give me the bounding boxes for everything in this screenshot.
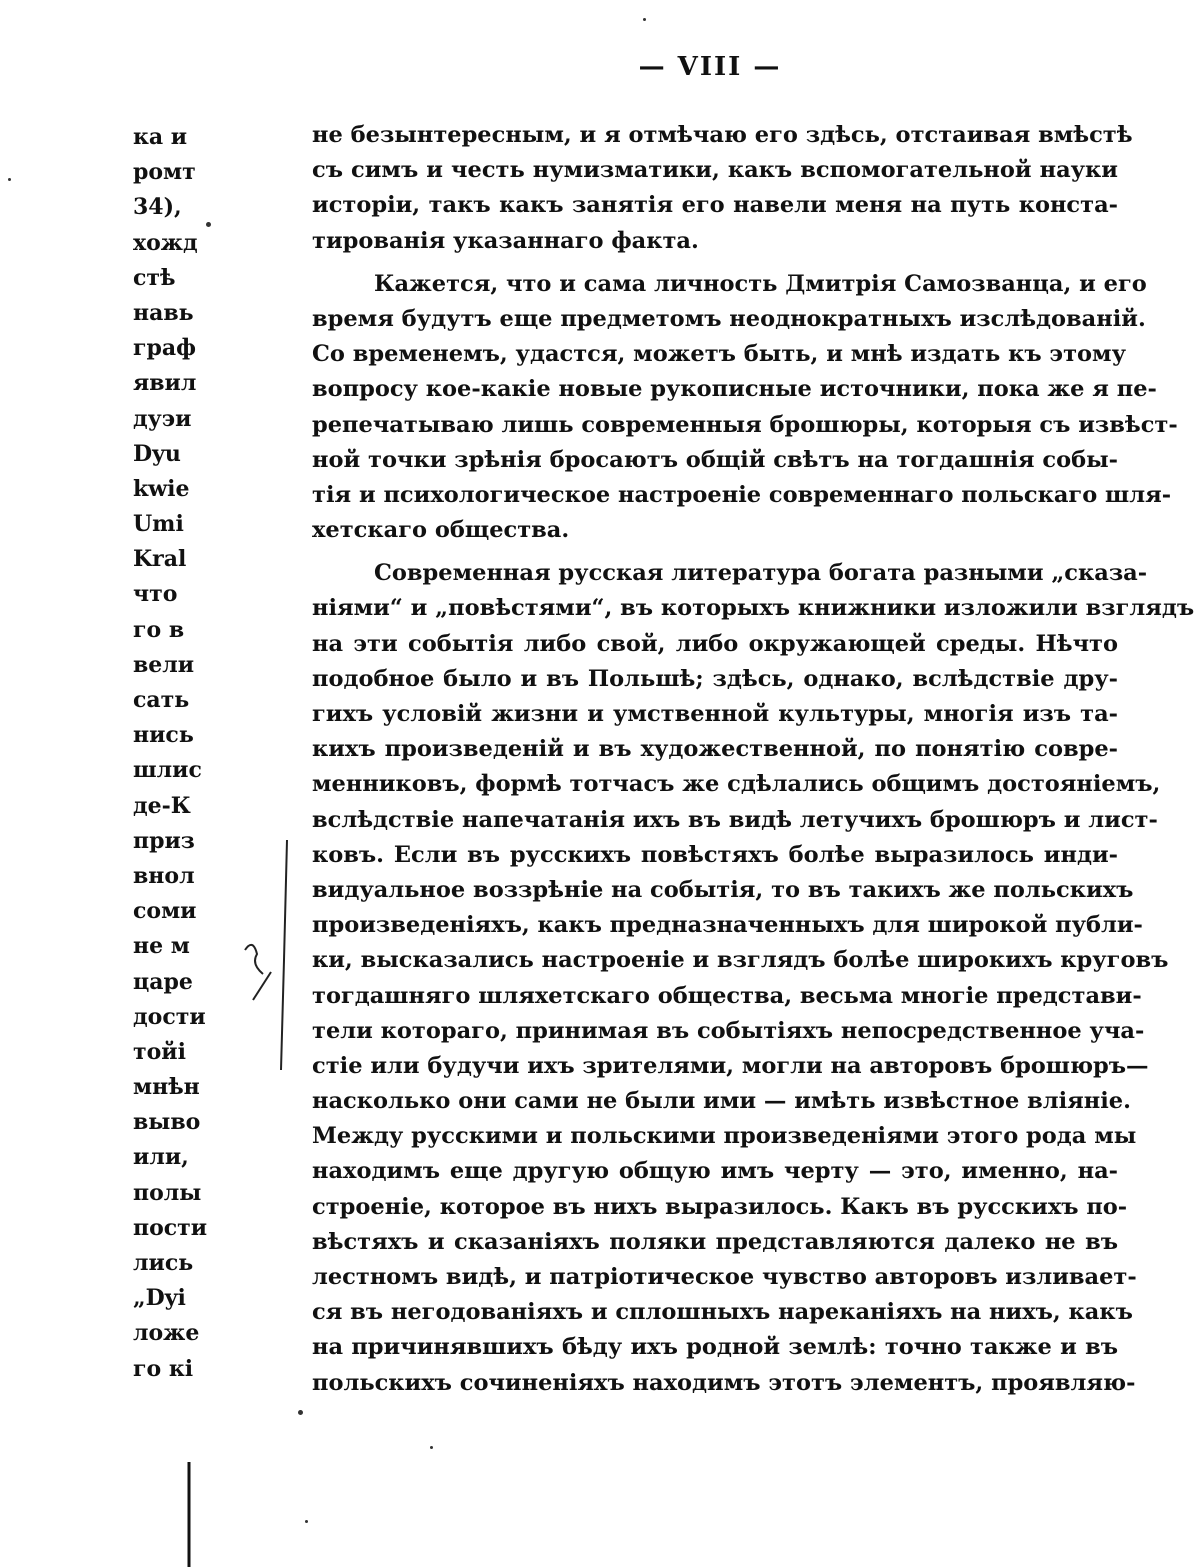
text-line: польскихъ сочиненіяхъ находимъ этотъ элементъ, проявляю- [312, 1369, 1136, 1396]
text-line: подобное было и въ Польшѣ; здѣсь, однако, вслѣдствіе дру- [312, 665, 1118, 692]
left-column-fragment: дости [133, 1003, 206, 1030]
text-line: время будутъ еще предметомъ неоднократныхъ изслѣдованій. [312, 305, 1146, 332]
ink-speck [298, 1410, 303, 1415]
left-column-fragment: навь [133, 299, 194, 326]
page-number: — VIII — [638, 52, 782, 82]
left-column-fragment: царе [133, 968, 193, 995]
left-column-fragment: выво [133, 1109, 201, 1136]
left-column-fragment: явил [133, 370, 197, 397]
text-line: не безынтересным, и я отмѣчаю его здѣсь, отстаивая вмѣстѣ [312, 122, 1133, 148]
left-column-fragment: Umi [133, 511, 184, 538]
left-column-fragment: полы [133, 1179, 202, 1206]
left-column-fragment: стѣ [133, 264, 176, 291]
left-column-fragment: kwie [133, 475, 190, 502]
text-line: вѣстяхъ и сказаніяхъ поляки представляются далеко не въ [312, 1228, 1118, 1255]
text-line: произведеніяхъ, какъ предназначенныхъ для широкой публи- [312, 912, 1143, 939]
ink-speck [305, 1520, 308, 1523]
left-column-fragment: дуэи [133, 405, 192, 432]
margin-vertical-line [180, 1462, 200, 1567]
text-line: на эти событія либо свой, либо окружающей среды. Нѣчто [312, 630, 1118, 657]
text-line: ки, высказались настроеніе и взглядъ болѣе широкихъ круговъ [312, 947, 1169, 974]
left-column-fragment: ромт [133, 159, 196, 186]
text-line: вопросу кое-какіе новые рукописные источники, пока же я пе- [312, 376, 1157, 403]
left-column-fragment: лись [133, 1250, 194, 1276]
left-column-fragment: шлис [133, 757, 202, 784]
text-line: тогдашняго шляхетскаго общества, весьма многіе представи- [312, 982, 1142, 1009]
left-column-fragment: хожд [133, 229, 198, 256]
paragraph [312, 118, 1133, 259]
text-line: менниковъ, формѣ тотчасъ же сдѣлались общимъ достояніемъ, [312, 771, 1161, 798]
text-line: ніями“ и „повѣстями“, въ которыхъ книжники изложили взглядъ [312, 595, 1194, 622]
text-line: Кажется, что и сама личность Дмитрія Самозванца, и его [374, 270, 1147, 297]
margin-pencil-mark [235, 840, 295, 1080]
left-column-fragment: соми [133, 898, 197, 925]
left-column-fragment: мнѣн [133, 1074, 200, 1101]
text-line: съ симъ и честь нумизматики, какъ вспомогательной науки [312, 157, 1118, 184]
text-line: ковъ. Если въ русскихъ повѣстяхъ болѣе выразилось инди- [312, 841, 1118, 868]
text-line: тированія указаннаго факта. [312, 227, 699, 254]
text-line: исторіи, такъ какъ занятія его навели меня на путь конста- [312, 192, 1118, 219]
text-line: строеніе, которое въ нихъ выразилось. Какъ въ русскихъ по- [312, 1193, 1128, 1220]
text-line: тели котораго, принимая въ событіяхъ непосредственное уча- [312, 1017, 1145, 1044]
text-line: стіе или будучи ихъ зрителями, могли на авторовъ брошюръ— [312, 1052, 1149, 1079]
left-column-fragment: вели [133, 651, 195, 678]
text-line: Современная русская литература богата разными „сказа- [374, 560, 1148, 587]
left-column-fragment: внол [133, 862, 195, 889]
left-column-fragment: сать [133, 687, 190, 713]
text-line: ся въ негодованіяхъ и сплошныхъ нареканіяхъ на нихъ, какъ [312, 1299, 1133, 1326]
text-line: гихъ условій жизни и умственной культуры, многія изъ та- [312, 701, 1118, 727]
text-line: Между русскими и польскими произведеніями этого рода мы [312, 1123, 1137, 1150]
text-line: репечатываю лишь современныя брошюры, которыя съ извѣст- [312, 411, 1178, 438]
text-line: хетскаго общества. [312, 517, 570, 544]
left-column-fragment: нись [133, 722, 194, 749]
ink-speck [643, 18, 646, 21]
text-line: тія и психологическое настроеніе современнаго польскаго шля- [312, 481, 1172, 508]
left-column-fragment: го в [133, 616, 185, 643]
left-column-fragment: граф [133, 335, 196, 362]
text-line: вслѣдствіе напечатанія ихъ въ видѣ летучихъ брошюръ и лист- [312, 806, 1158, 833]
text-line: кихъ произведеній и въ художественной, по понятію совре- [312, 736, 1118, 763]
ink-speck [8, 178, 11, 181]
text-line: насколько они сами не были ими — имѣть извѣстное вліяніе. [312, 1088, 1131, 1115]
left-column-fragments [133, 120, 208, 1387]
left-column-fragment: го кі [133, 1355, 194, 1382]
main-text-body [312, 118, 1194, 1401]
ink-speck [430, 1446, 433, 1449]
left-column-fragment: „Dyi [133, 1285, 186, 1312]
text-line: Со временемъ, удастся, можетъ быть, и мнѣ издать къ этому [312, 341, 1127, 368]
text-line: лестномъ видѣ, и патріотическое чувство авторовъ изливает- [312, 1264, 1137, 1290]
left-column-fragment: де-К [133, 792, 191, 819]
left-column-fragment: тойі [133, 1038, 186, 1065]
left-column-fragment: пости [133, 1214, 208, 1241]
left-column-fragment: ложе [133, 1320, 200, 1347]
left-column-fragment: Kral [133, 546, 187, 573]
left-column-fragment: ка и [133, 124, 188, 150]
left-column-fragment: не м [133, 933, 190, 960]
paragraph [312, 556, 1194, 1401]
text-line: находимъ еще другую общую имъ черту — это, именно, на- [312, 1158, 1118, 1185]
left-column-fragment: или, [133, 1144, 189, 1171]
left-column-fragment: Dyu [133, 440, 181, 467]
left-column-fragment: 34), [133, 194, 182, 221]
text-line: на причинявшихъ бѣду ихъ родной землѣ: точно также и въ [312, 1334, 1118, 1361]
paragraph [312, 267, 1178, 549]
text-line: ной точки зрѣнія бросаютъ общій свѣтъ на тогдашнія собы- [312, 446, 1118, 473]
text-line: видуальное воззрѣніе на событія, то въ такихъ же польскихъ [312, 876, 1134, 903]
ink-speck [206, 222, 211, 227]
left-column-fragment: приз [133, 827, 195, 854]
left-column-fragment: что [133, 581, 178, 608]
